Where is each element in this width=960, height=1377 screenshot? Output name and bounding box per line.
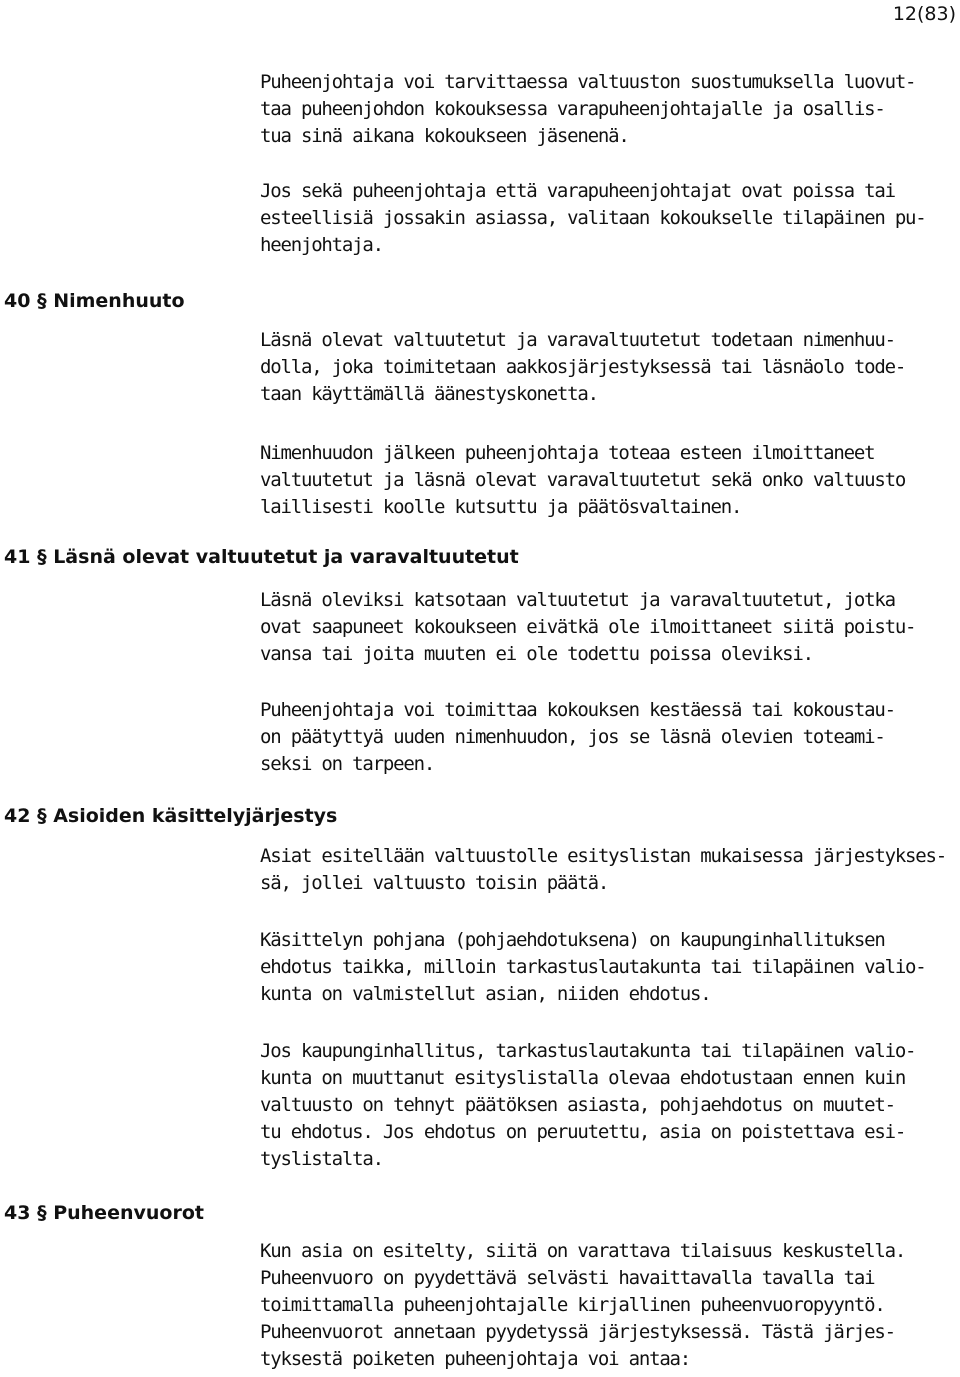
text-line: kunta on valmistellut asian, niiden ehdotus. xyxy=(260,983,711,1005)
text-line: ovat saapuneet kokoukseen eivätkä ole ilmoittaneet siitä poistu- xyxy=(260,616,916,638)
section-title: Nimenhuuto xyxy=(53,290,185,312)
paragraph xyxy=(260,587,960,668)
text-line: sä, jollei valtuusto toisin päätä. xyxy=(260,872,609,894)
text-line: valtuusto on tehnyt päätöksen asiasta, pohjaehdotus on muutet- xyxy=(260,1094,895,1116)
text-line: ehdotus taikka, milloin tarkastuslautakunta tai tilapäinen valio- xyxy=(260,956,926,978)
text-line: Puheenvuorot annetaan pyydetyssä järjestyksessä. Tästä järjes- xyxy=(260,1321,895,1343)
text-line: dolla, joka toimitetaan aakkosjärjestyksessä tai läsnäolo tode- xyxy=(260,356,906,378)
text-line: Käsittelyn pohjana (pohjaehdotuksena) on kaupunginhallituksen xyxy=(260,929,885,951)
section-heading-43 xyxy=(4,1201,204,1225)
paragraph xyxy=(260,327,960,408)
text-line: esteellisiä jossakin asiassa, valitaan kokoukselle tilapäinen pu- xyxy=(260,207,926,229)
text-line: Nimenhuudon jälkeen puheenjohtaja toteaa esteen ilmoittaneet xyxy=(260,442,875,464)
section-title: Asioiden käsittelyjärjestys xyxy=(53,805,338,827)
text-line: taan käyttämällä äänestyskonetta. xyxy=(260,383,598,405)
text-line: laillisesti koolle kutsuttu ja päätösvaltainen. xyxy=(260,496,742,518)
paragraph xyxy=(260,1038,960,1173)
paragraph xyxy=(260,440,960,521)
text-line: taa puheenjohdon kokouksessa varapuheenjohtajalle ja osallis- xyxy=(260,98,885,120)
section-sign: § xyxy=(37,546,47,568)
section-heading-41 xyxy=(4,545,519,569)
paragraph xyxy=(260,1238,960,1373)
text-line: vansa tai joita muuten ei ole todettu poissa oleviksi. xyxy=(260,643,813,665)
paragraph xyxy=(260,69,960,150)
text-line: Kun asia on esitelty, siitä on varattava tilaisuus keskustella. xyxy=(260,1240,906,1262)
section-title: Puheenvuorot xyxy=(53,1202,204,1224)
section-number: 42 xyxy=(4,805,31,827)
text-line: Puheenvuoro on pyydettävä selvästi havaittavalla tavalla tai xyxy=(260,1267,875,1289)
text-line: valtuutetut ja läsnä olevat varavaltuutetut sekä onko valtuusto xyxy=(260,469,906,491)
text-line: Puheenjohtaja voi tarvittaessa valtuuston suostumuksella luovut- xyxy=(260,71,916,93)
text-line: on päätyttyä uuden nimenhuudon, jos se läsnä olevien toteami- xyxy=(260,726,885,748)
section-sign: § xyxy=(37,290,47,312)
section-number: 40 xyxy=(4,290,31,312)
text-line: Jos kaupunginhallitus, tarkastuslautakunta tai tilapäinen valio- xyxy=(260,1040,916,1062)
text-line: tu ehdotus. Jos ehdotus on peruutettu, asia on poistettava esi- xyxy=(260,1121,906,1143)
section-heading-42 xyxy=(4,804,337,828)
text-line: Jos sekä puheenjohtaja että varapuheenjohtajat ovat poissa tai xyxy=(260,180,895,202)
section-number: 41 xyxy=(4,546,31,568)
text-line: kunta on muuttanut esityslistalla olevaa ehdotustaan ennen kuin xyxy=(260,1067,906,1089)
paragraph xyxy=(260,697,960,778)
page-number: 12(83) xyxy=(892,3,956,25)
paragraph xyxy=(260,178,960,259)
text-line: toimittamalla puheenjohtajalle kirjallinen puheenvuoropyyntö. xyxy=(260,1294,885,1316)
paragraph xyxy=(260,843,960,897)
text-line: Puheenjohtaja voi toimittaa kokouksen kestäessä tai kokoustau- xyxy=(260,699,895,721)
text-line: tyksestä poiketen puheenjohtaja voi antaa: xyxy=(260,1348,691,1370)
text-line: tyslistalta. xyxy=(260,1148,383,1170)
text-line: Läsnä oleviksi katsotaan valtuutetut ja varavaltuutetut, jotka xyxy=(260,589,895,611)
text-line: Asiat esitellään valtuustolle esityslistan mukaisessa järjestykses- xyxy=(260,845,947,867)
text-line: Läsnä olevat valtuutetut ja varavaltuutetut todetaan nimenhuu- xyxy=(260,329,895,351)
section-number: 43 xyxy=(4,1202,31,1224)
section-heading-40 xyxy=(4,289,185,313)
text-line: tua sinä aikana kokoukseen jäsenenä. xyxy=(260,125,629,147)
text-line: heenjohtaja. xyxy=(260,234,383,256)
text-line: seksi on tarpeen. xyxy=(260,753,435,775)
paragraph xyxy=(260,927,960,1008)
section-title: Läsnä olevat valtuutetut ja varavaltuutetut xyxy=(53,546,519,568)
section-sign: § xyxy=(37,1202,47,1224)
section-sign: § xyxy=(37,805,47,827)
